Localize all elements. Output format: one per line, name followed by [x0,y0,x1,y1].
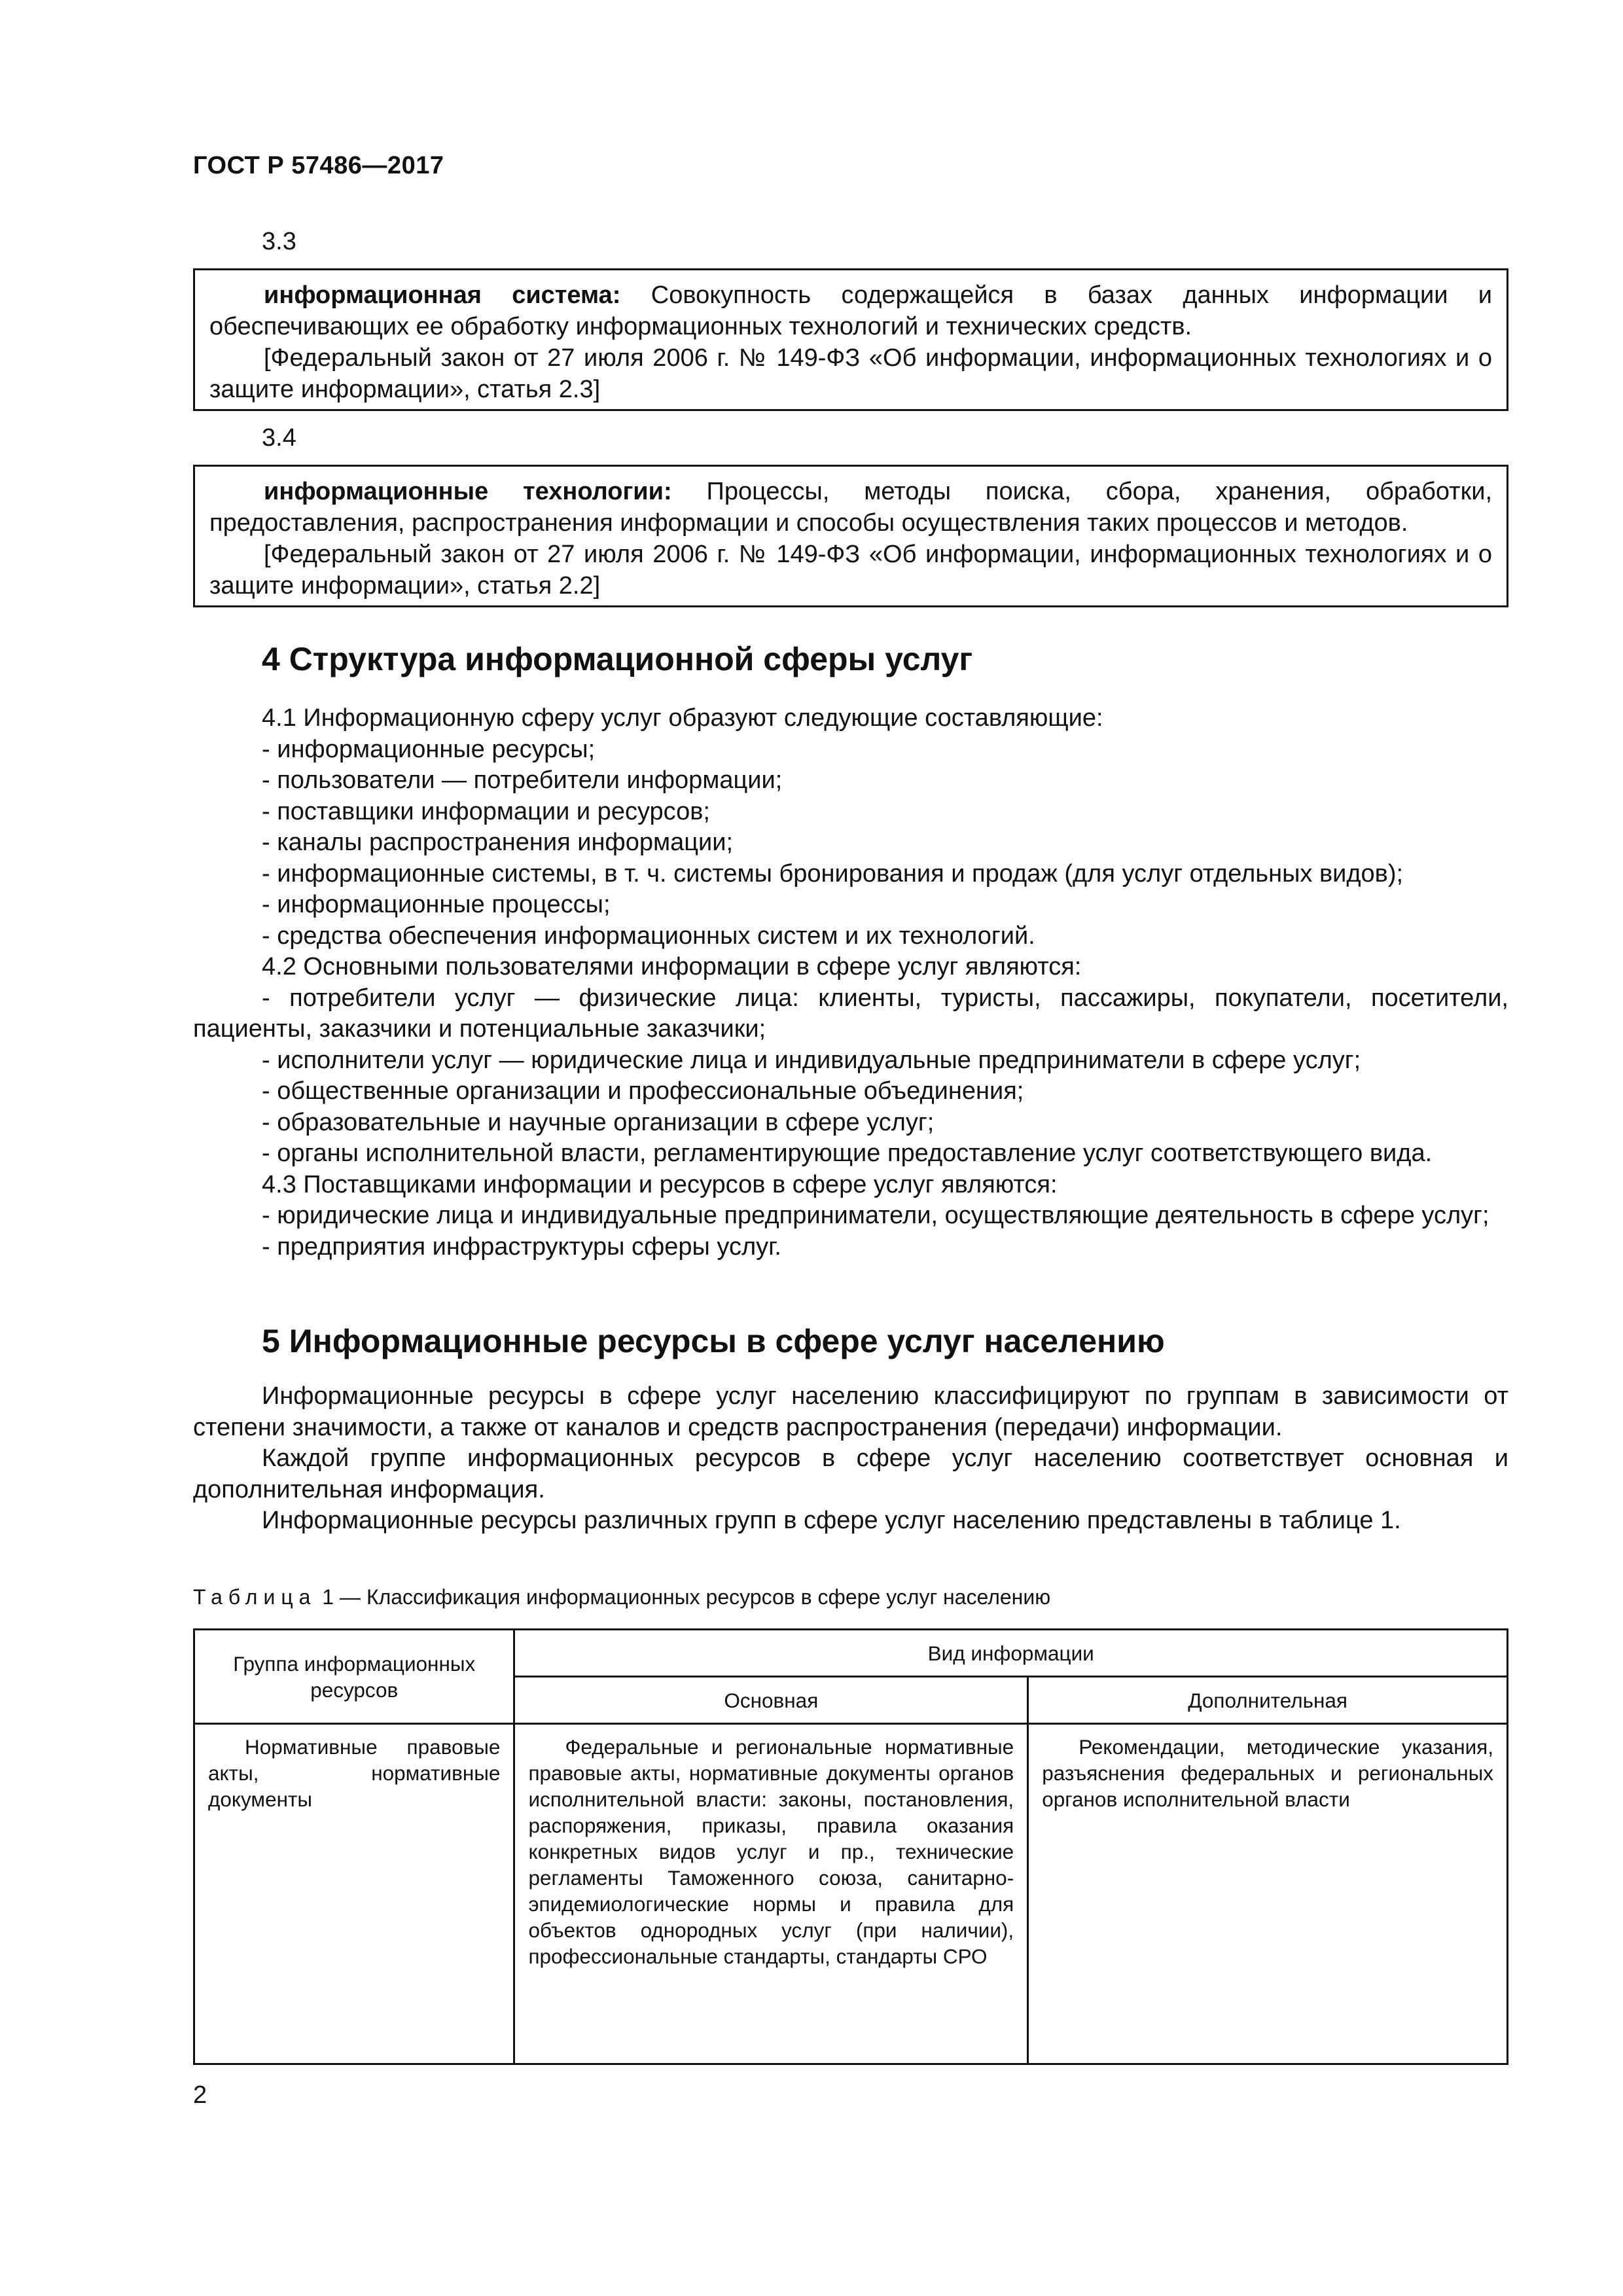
list-item: - пользователи — потребители информации; [262,766,783,794]
term-box [193,465,1508,607]
list-item: - органы исполнительной власти, регламентирующие предоставление услуг соответствующего вида. [262,1139,1433,1167]
table-header-main: Основная [514,1677,1028,1724]
table-caption: Таблица 1 — Классификация информационных ресурсов в сфере услуг населению [193,1585,1051,1609]
list-item: - поставщики информации и ресурсов; [262,797,710,825]
term-source: [Федеральный закон от 27 июля 2006 г. № 149-ФЗ «Об информации, информационных технологиях и о защите информации», статья 2.2] [209,541,1492,600]
list-item: - средства обеспечения информационных систем и их технологий. [262,922,1035,950]
list-item: - образовательные и научные организации в сфере услуг; [262,1108,935,1136]
section-heading: 5 Информационные ресурсы в сфере услуг населению [262,1323,1165,1359]
paragraph: 4.3 Поставщиками информации и ресурсов в сфере услуг являются: [262,1170,1058,1198]
list-item: - информационные ресурсы; [262,735,596,763]
term-title: информационные технологии: [264,478,672,505]
table-header-group: Группа информационных ресурсов [194,1630,514,1724]
list-item: - юридические лица и индивидуальные предприниматели, осуществляющие деятельность в сфере услуг; [262,1202,1489,1229]
term-definition: информационные технологии: Процессы, методы поиска, сбора, хранения, обработки, предоставления, распространения информации и способы осуществления таких процессов и методов. [209,478,1492,537]
term-box [193,268,1508,411]
section-body [193,1381,1508,1537]
list-item: - общественные организации и профессиональные объединения; [262,1077,1024,1105]
table-header-kind: Вид информации [514,1630,1508,1677]
page-number: 2 [193,2081,207,2109]
list-item: - информационные системы, в т. ч. системы бронирования и продаж (для услуг отдельных видов); [262,859,1404,888]
table-header-extra: Дополнительная [1028,1677,1508,1724]
list-item: - исполнители услуг — юридические лица и индивидуальные предприниматели в сфере услуг; [262,1046,1361,1074]
classification-table [193,1628,1508,2065]
document-header: ГОСТ Р 57486—2017 [193,152,444,179]
table-cell-main: Федеральные и региональные нормативные правовые акты, нормативные документы органов исполнительной власти: законы, постановления, распоряжения, приказы, правила оказания конкретных видов услуг и пр., технические регламенты Таможенного союза, санитарно-эпидемиологические нормы и правила для объектов однородных услуг (при наличии), профессиональные стандарты, стандарты СРО [514,1724,1028,2064]
section-heading: 4 Структура информационной сферы услуг [262,641,973,677]
table-cell-extra: Рекомендации, методические указания, разъяснения федеральных и региональных органов исполнительной власти [1028,1724,1508,2064]
paragraph: 4.2 Основными пользователями информации в сфере услуг являются: [262,953,1082,980]
table-row [194,1724,1508,2064]
term-number: 3.4 [262,424,296,452]
list-item: - потребители услуг — физические лица: клиенты, туристы, пассажиры, покупатели, посетители, пациенты, заказчики и потенциальные заказчики; [193,984,1508,1043]
term-source: [Федеральный закон от 27 июля 2006 г. № 149-ФЗ «Об информации, информационных технологиях и о защите информации», статья 2.3] [209,344,1492,403]
list-item: - информационные процессы; [262,891,611,918]
paragraph: Каждой группе информационных ресурсов в сфере услуг населению соответствует основная и дополнительная информация. [193,1444,1508,1503]
paragraph: Информационные ресурсы в сфере услуг населению классифицируют по группам в зависимости от степени значимости, а также от каналов и средств распространения (передачи) информации. [193,1382,1508,1441]
paragraph: Информационные ресурсы различных групп в сфере услуг населению представлены в таблице 1. [262,1507,1401,1534]
term-definition: информационная система: Совокупность содержащейся в базах данных информации и обеспечивающих ее обработку информационных технологий и технических средств. [209,281,1493,340]
list-item: - предприятия инфраструктуры сферы услуг. [262,1232,781,1261]
term-title: информационная система: [264,281,621,309]
paragraph: 4.1 Информационную сферу услуг образуют следующие составляющие: [262,704,1103,732]
section-body [193,703,1508,1263]
list-item: - каналы распространения информации; [262,829,733,856]
term-number: 3.3 [262,228,296,255]
table-cell-group: Нормативные правовые акты, нормативные документы [194,1724,514,2064]
